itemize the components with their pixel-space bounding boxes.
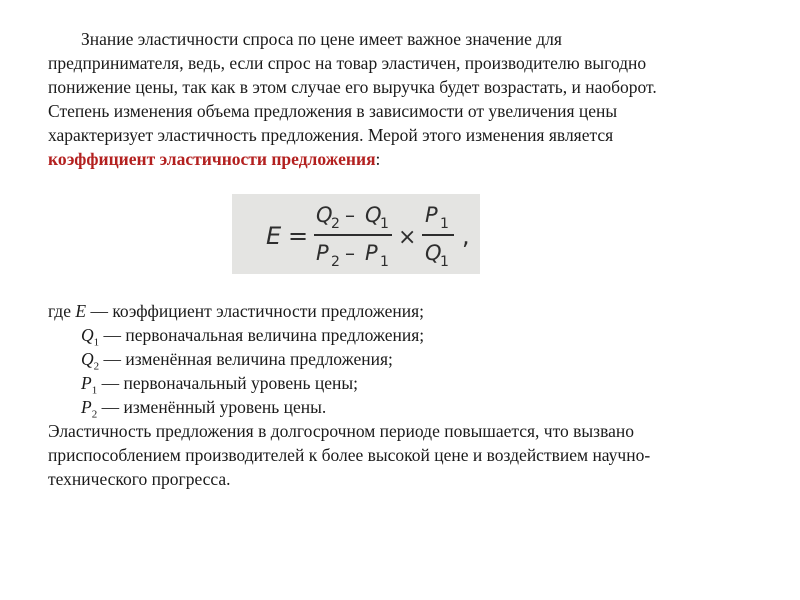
text-line: Эластичность предложения в долгосрочном периоде повышается, что вызвано	[48, 421, 634, 441]
definition-symbol: Q	[81, 349, 94, 369]
text-line: Степень изменения объема предложения в зависимости от увеличения цены	[48, 101, 618, 121]
definition-text: — изменённая величина предложения;	[99, 349, 393, 369]
text-line	[48, 147, 768, 171]
definition-item	[48, 371, 768, 395]
formula-lhs: E	[266, 222, 282, 250]
definition-text: — коэффициент эластичности предложения;	[86, 301, 424, 321]
intro-paragraph	[48, 27, 768, 171]
definition-subscript: 1	[91, 384, 98, 397]
definition-item	[48, 395, 768, 419]
definition-subscript: 2	[91, 408, 98, 421]
definition-item	[48, 347, 768, 371]
formula-den-a: P	[316, 241, 329, 265]
definition-subscript: 2	[93, 360, 100, 373]
formula-frac2-num-sub: 1	[440, 216, 449, 232]
formula-den-b-sub: 1	[380, 254, 389, 270]
definitions-list	[48, 299, 768, 419]
formula-svg	[232, 194, 480, 274]
definition-symbol: P	[81, 397, 92, 417]
formula-num-a: Q	[316, 203, 333, 227]
highlighted-term: коэффициент эластичности предложения	[48, 149, 376, 169]
definition-symbol: E	[75, 301, 87, 321]
text-line: технического прогресса.	[48, 469, 231, 489]
text-line: предпринимателя, ведь, если спрос на товар эластичен, производителю выгодно	[48, 53, 647, 73]
formula-comma: ,	[462, 222, 470, 250]
definition-text: — первоначальная величина предложения;	[99, 325, 425, 345]
term-suffix: :	[375, 149, 381, 169]
formula-den-a-sub: 2	[331, 254, 340, 270]
text-line: приспособлением производителей к более высокой цене и воздействием научно-	[48, 445, 651, 465]
definition-prefix: где	[48, 301, 76, 321]
definition-text: — изменённый уровень цены.	[97, 397, 327, 417]
text-line: характеризует эластичность предложения. Мерой этого изменения является	[48, 125, 614, 145]
definition-subscript: 1	[93, 336, 100, 349]
formula-num-b-sub: 1	[380, 216, 389, 232]
formula-frac2-den: Q	[425, 241, 442, 265]
formula-equals: =	[288, 222, 309, 250]
definition-symbol: P	[81, 373, 92, 393]
text-line: Знание эластичности спроса по цене имеет важное значение для	[81, 29, 562, 49]
formula-frac2-num: P	[425, 203, 438, 227]
conclusion-paragraph	[48, 419, 768, 491]
formula-num-minus: –	[345, 203, 355, 227]
formula-times: ×	[398, 225, 417, 250]
formula-den-minus: –	[345, 241, 355, 265]
formula-image	[232, 194, 480, 274]
formula-den-b: P	[365, 241, 378, 265]
definition-item	[48, 323, 768, 347]
definition-text: — первоначальный уровень цены;	[97, 373, 358, 393]
formula-num-a-sub: 2	[331, 216, 340, 232]
formula-frac2-den-sub: 1	[440, 254, 449, 270]
definition-item	[48, 299, 768, 323]
definition-symbol: Q	[81, 325, 94, 345]
text-line: понижение цены, так как в этом случае его выручка будет возрастать, и наоборот.	[48, 77, 657, 97]
formula-num-b: Q	[365, 203, 382, 227]
